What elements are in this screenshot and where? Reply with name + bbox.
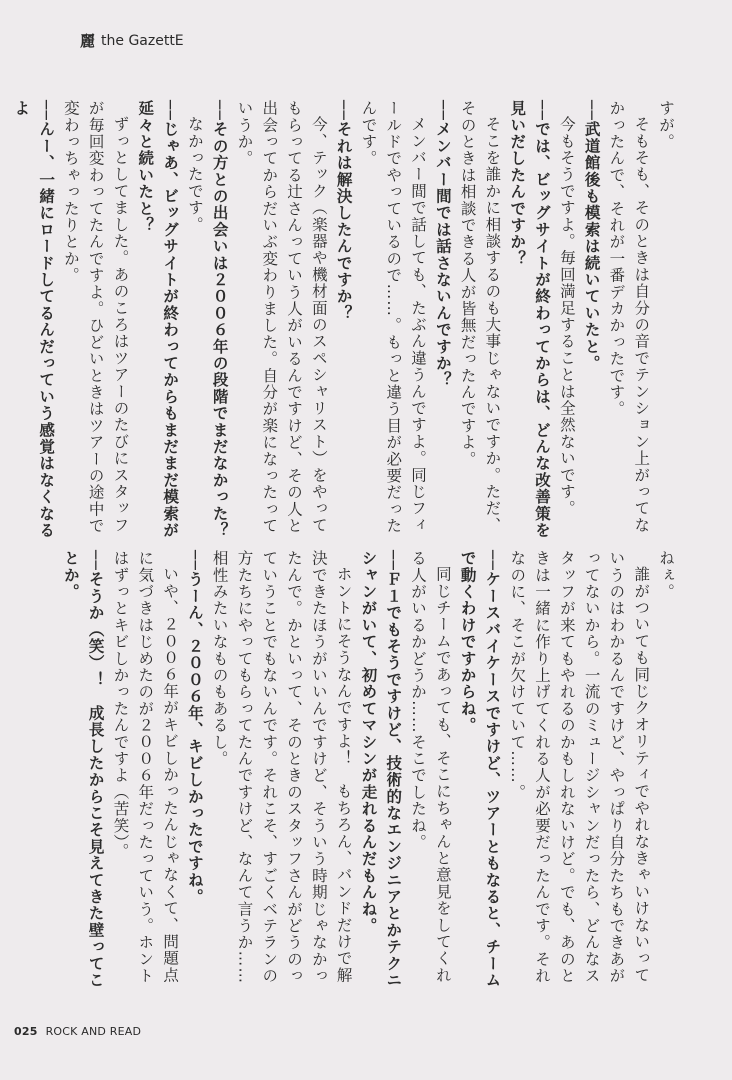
question: ──そうか（笑）！ 成長したからこそ見えてきた壁ってことか。	[61, 550, 105, 989]
interview-text-top	[12, 100, 678, 540]
band-name: the GazettE	[101, 32, 184, 49]
member-name: 麗	[80, 32, 96, 50]
paragraph: 今もそうですよ。毎回満足することは全然ないです。	[557, 115, 576, 517]
paragraph: 同じチームであっても、そこにちゃんと意見をしてくれる人がいるかどうか……そこでしたね。	[409, 550, 452, 983]
paragraph: なかったです。	[185, 115, 204, 233]
paragraph: すが。	[657, 100, 675, 151]
magazine-name: ROCK AND READ	[45, 1025, 142, 1038]
question: ──武道館後も模索は続いていたと。	[582, 100, 601, 372]
page-footer	[14, 1025, 141, 1038]
paragraph: そもそも、そのときは自分の音でテンション上がってなかったんで、それが一番デカかったです。	[607, 100, 651, 533]
question: ──うーん、２００６年、キビしかったですね。	[185, 550, 204, 906]
paragraph: メンバー間で話しても、たぶん違うんですよ。同じフィールドでやっているので……。もっと違う目が必要だったんです。	[359, 100, 428, 535]
question: ──では、ビッグサイトが終わってからは、どんな改善策を見いだしたんですか？	[508, 100, 552, 539]
question: ──ケースバイケースですけど、ツアーともなると、チームで動くわけですからね。	[458, 550, 502, 989]
question: ──メンバー間では話さないんですか？	[433, 100, 452, 389]
running-header	[80, 30, 184, 51]
question: ──その方との出会いは２００６年の段階でまだなかった？	[210, 100, 229, 539]
question: ──んー、一緒にロードしてるんだっていう感覚はなくなるよ	[12, 100, 56, 539]
interview-text-bottom	[61, 550, 678, 990]
paragraph: 今、テック（楽器や機材面のスペシャリスト）をやってもらってる辻さんっていう人がいるんですけど、その人と出会ってからだいぶ変わりました。自分が楽になったっていうか。	[235, 100, 328, 535]
page-number: 025	[14, 1025, 38, 1038]
question: ──じゃあ、ビッグサイトが終わってからもまだまだ模索が延々と続いたと？	[136, 100, 180, 539]
question: ──それは解決したんですか？	[334, 100, 353, 322]
paragraph: いや、２００６年がキビしかったんじゃなくて、問題点に気づきはじめたのが２００６年だったっていう。ホントはずっとキビしかったんですよ（苦笑）。	[111, 550, 180, 985]
paragraph: ねぇ。	[657, 550, 675, 601]
paragraph: ホントにそうなんですよ！ もちろん、バンドだけで解決できたほうがいいんですけど、そういう時期じゃなかったんで。かといって、そのときのスタッフさんがどうのっていうことでもないんです。それこそ、すごくベテランの方たちにやってもらってたんですけど、なんて言うか……相性みたいなものもあるし。	[210, 550, 353, 985]
paragraph: ずっとしてました。あのころはツアーのたびにスタッフが毎回変わってたんですよ。ひどいときはツアーの途中で変わっちゃったりとか。	[61, 100, 130, 535]
question: ──Ｆ１でもそうですけど、技術的なエンジニアとかテクニシャンがいて、初めてマシンが走れるんだもんね。	[359, 550, 403, 989]
paragraph: そこを誰かに相談するのも大事じゃないですか。ただ、そのときは相談できる人が皆無だったんですよ。	[458, 100, 502, 533]
paragraph: 誰がついても同じクオリティでやれなきゃいけないっていうのはわかるんですけど、やっぱり自分たちもできあがってないから。一流のミュージシャンだったら、どんなスタッフが来てもやれるのかもしれないけど。でも、あのときは一緒に作り上げてくれる人が必要だったんです。それなのに、そこが欠けていて……。	[508, 550, 651, 985]
